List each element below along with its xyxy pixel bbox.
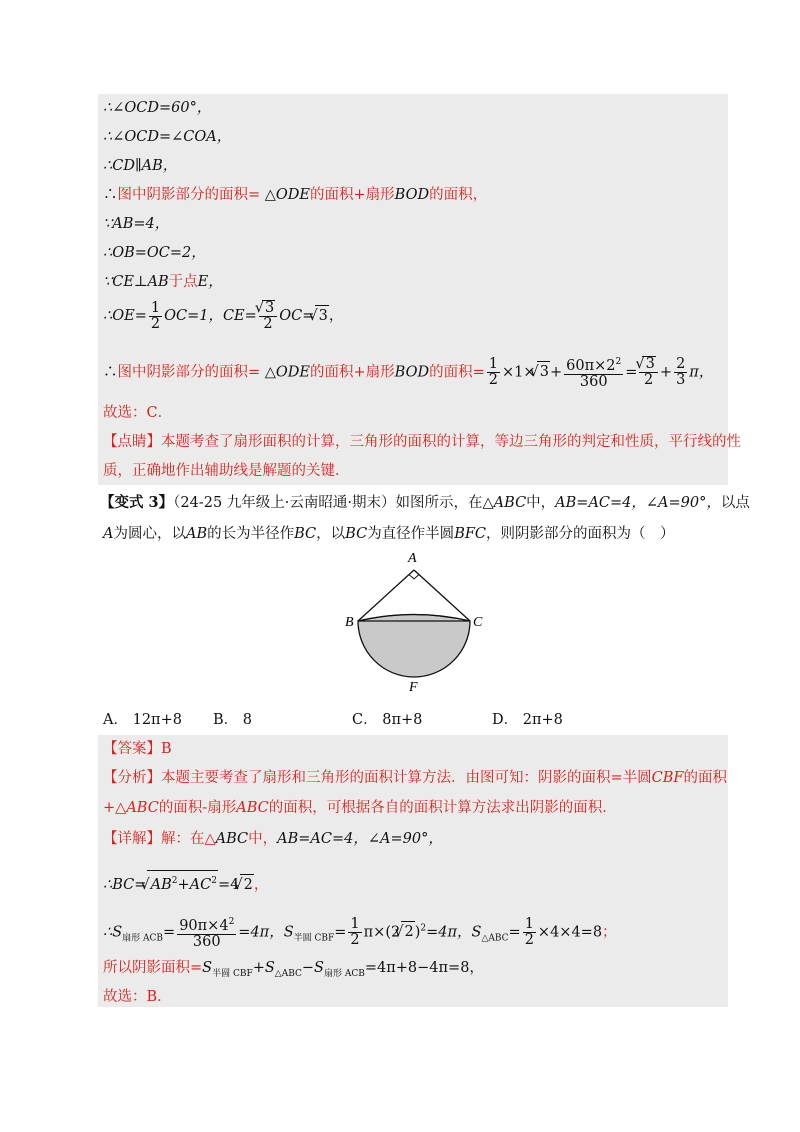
step-7: ∵CE⊥AB于点E， [103,274,223,290]
detail-line: 【详解】解：在△ABC中，AB=AC=4，∠A=90°， [103,831,443,847]
analysis-line-2: +△ABC的面积-扇形ABC的面积，可根据各自的面积计算方法求出阴影的面积． [103,800,617,816]
analysis-line-1: 【分析】本题主要考查了扇形和三角形的面积计算方法．由图可知：阴影的面积=半圆CBF的面积 [103,770,727,786]
answer-line: 【答案】B [103,741,172,757]
final-choice: 故选：B． [103,989,172,1005]
option-a: A． 12π+8 [103,712,182,728]
fraction: $\frac{1}{2}$ [350,915,360,948]
side-ab [358,570,414,621]
step-6: ∴OB=OC=2， [103,245,206,261]
step-8: ∴OE= $\frac{1}{2}$ OC=1，CE= √ $\frac{3}{2}$ OC=√ 3， [103,300,343,332]
comment-line-2: 质，正确地作出辅助线是解题的关键． [103,463,350,479]
problem-line-1: 【变式 3】（24-25 九年级上·云南昭通·期末）如图所示，在△ABC中，AB=AC=4，∠A=90°，以点 [100,494,750,511]
side-ac [414,570,470,621]
fraction: $\frac{1}{2}$ [524,915,534,948]
label-c: C [473,615,483,630]
bc-line: ∴BC=√ $AB^2+AC^2=4√$ 2， [103,870,268,895]
geometry-figure [335,548,495,698]
step-1: ∴∠OCD=60°， [103,100,212,116]
fraction: $\frac{60\pi\times 2^2}{360}$ [566,357,622,390]
comment-line-1: 【点睛】本题考查了扇形面积的计算，三角形的面积的计算，等边三角形的判定和性质，平行线的性 [103,434,741,450]
shaded-region [358,615,470,678]
fraction: √ $\frac{3}{2}$ [639,356,657,388]
step-9: ∴图中阴影部分的面积= △ODE的面积+扇形BOD的面积= $\frac{1}{2}$ ×1×√ 3+ $\frac{60\pi\times 2^2}{360}$ = √ $\frac{3}{2}$ + $\frac{2}{3}$ π， [103,355,713,390]
fraction: $\frac{90\pi\times 4^2}{360}$ [179,917,235,950]
step-5: ∵AB=4， [103,216,170,232]
label-b: B [345,615,354,630]
option-b: B． 8 [213,712,252,728]
fraction: $\frac{2}{3}$ [676,355,686,388]
fraction: $\frac{1}{2}$ [150,299,161,332]
step-2: ∴∠OCD=∠COA， [103,129,232,145]
label-f: F [409,680,418,695]
choice-c: 故选：C． [103,405,173,421]
right-angle-mark [409,575,419,580]
option-c: C． 8π+8 [352,712,423,728]
shaded-area-line: 所以阴影面积$=S_{半圆 CBF}+S_{\triangle ABC}-S_{扇形 ACB}=4\pi+8-4\pi=8$， [103,960,484,979]
step-3: ∴CD∥AB， [103,158,178,174]
label-a: A [408,551,417,566]
fraction: √ $\frac{3}{2}$ [259,300,277,332]
fraction: $\frac{1}{2}$ [488,355,498,388]
problem-line-2: A为圆心，以AB的长为半径作BC，以BC为直径作半圆BFC，则阴影部分的面积为（ ） [103,526,675,542]
option-d: D． 2π+8 [492,712,563,728]
step-4: ∴图中阴影部分的面积= △ODE的面积+扇形BOD的面积， [103,187,488,203]
area-line: $\therefore S_{扇形 ACB}=$ $\frac{90\pi\times 4^2}{360}$ =4π，$S_{半圆 CBF}=$ $\frac{1}{2}$ π×(2√ 2)$^2$=4π，$S_{\triangle ABC}=$ $\frac{1}{2}$ ×4×4=8； [103,915,617,950]
